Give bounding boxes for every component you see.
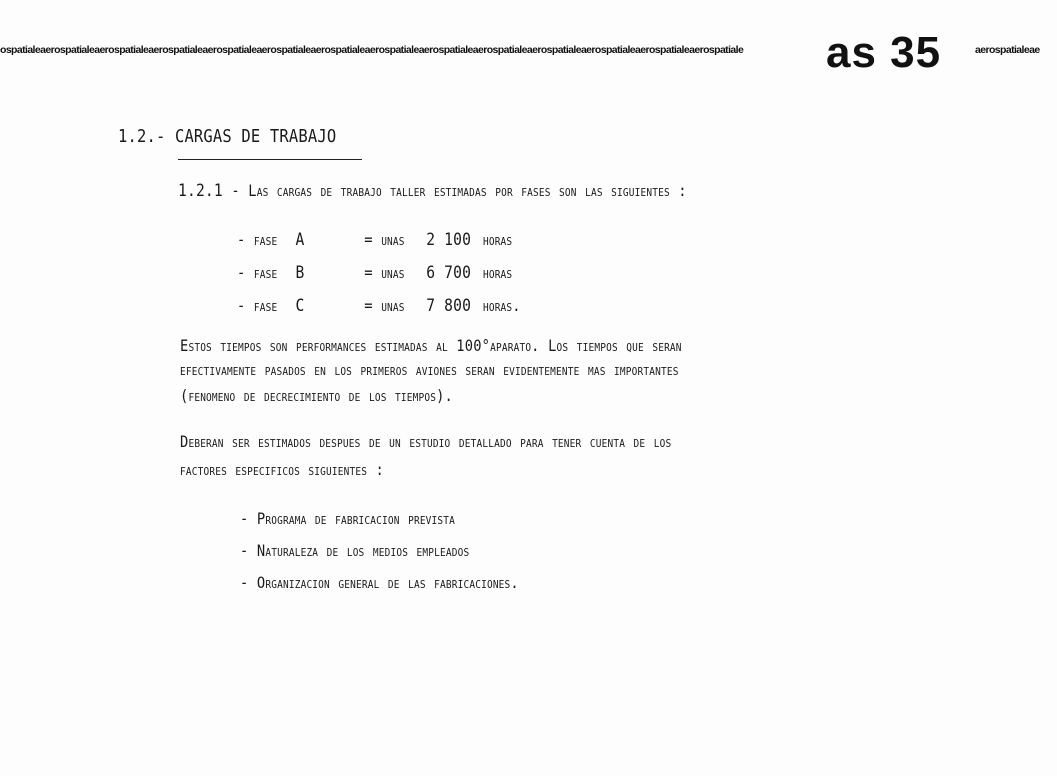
paragraph-line: Estos tiempos son performances estimadas al 100°aparato. Los tiempos que seran [180, 336, 682, 355]
subsection-number: 1.2.1 [178, 181, 223, 201]
header-brand-band-right: aerospatialeae [975, 44, 1040, 56]
phase-value: 2 100 [426, 230, 472, 250]
paragraph-line: efectivamente pasados en los primeros aviones seran evidentemente mas importantes [180, 360, 679, 379]
phase-value: 7 800 [426, 296, 472, 316]
factor-item: - Organizacion general de las fabricaciones. [240, 573, 519, 592]
subsection-heading [178, 181, 687, 201]
phase-letter: A [295, 230, 305, 250]
phase-eq: = unas [364, 296, 405, 315]
phase-label: - fase [237, 263, 278, 282]
paragraph-line: factores especificos siguientes : [180, 460, 384, 479]
section-title: 1.2.- CARGAS DE TRABAJO [118, 126, 337, 147]
phase-unit: horas. [482, 296, 521, 315]
phase-letter: C [295, 296, 305, 316]
factor-item: - Programa de fabricacion prevista [240, 509, 456, 528]
phase-row [237, 296, 521, 316]
phase-value: 6 700 [426, 263, 472, 283]
phase-unit: horas [482, 263, 513, 282]
paragraph-line: Deberan ser estimados despues de un estudio detallado para tener cuenta de los [180, 432, 672, 451]
subsection-text: - Las cargas de trabajo taller estimadas por fases son las siguientes : [231, 181, 687, 200]
phase-eq: = unas [364, 263, 405, 282]
phase-eq: = unas [364, 230, 405, 249]
phase-letter: B [295, 263, 305, 283]
phase-row [237, 230, 512, 250]
factor-item: - Naturaleza de los medios empleados [240, 541, 470, 560]
phase-unit: horas [482, 230, 513, 249]
paragraph-line: (fenomeno de decrecimiento de los tiempos). [180, 386, 454, 405]
header-brand-band: ospatialeaerospatialeaerospatialeaerospatialeaerospatialeaerospatialeaerospatialeaerospatialeaerospatialeaerospatialeaerospatialeaerospatialeaerospatialeaerospatiale [0, 44, 744, 56]
document-logo: as 35 [826, 28, 942, 77]
phase-label: - fase [237, 230, 278, 249]
phase-row [237, 263, 512, 283]
phase-label: - fase [237, 296, 278, 315]
title-underline [178, 159, 362, 160]
